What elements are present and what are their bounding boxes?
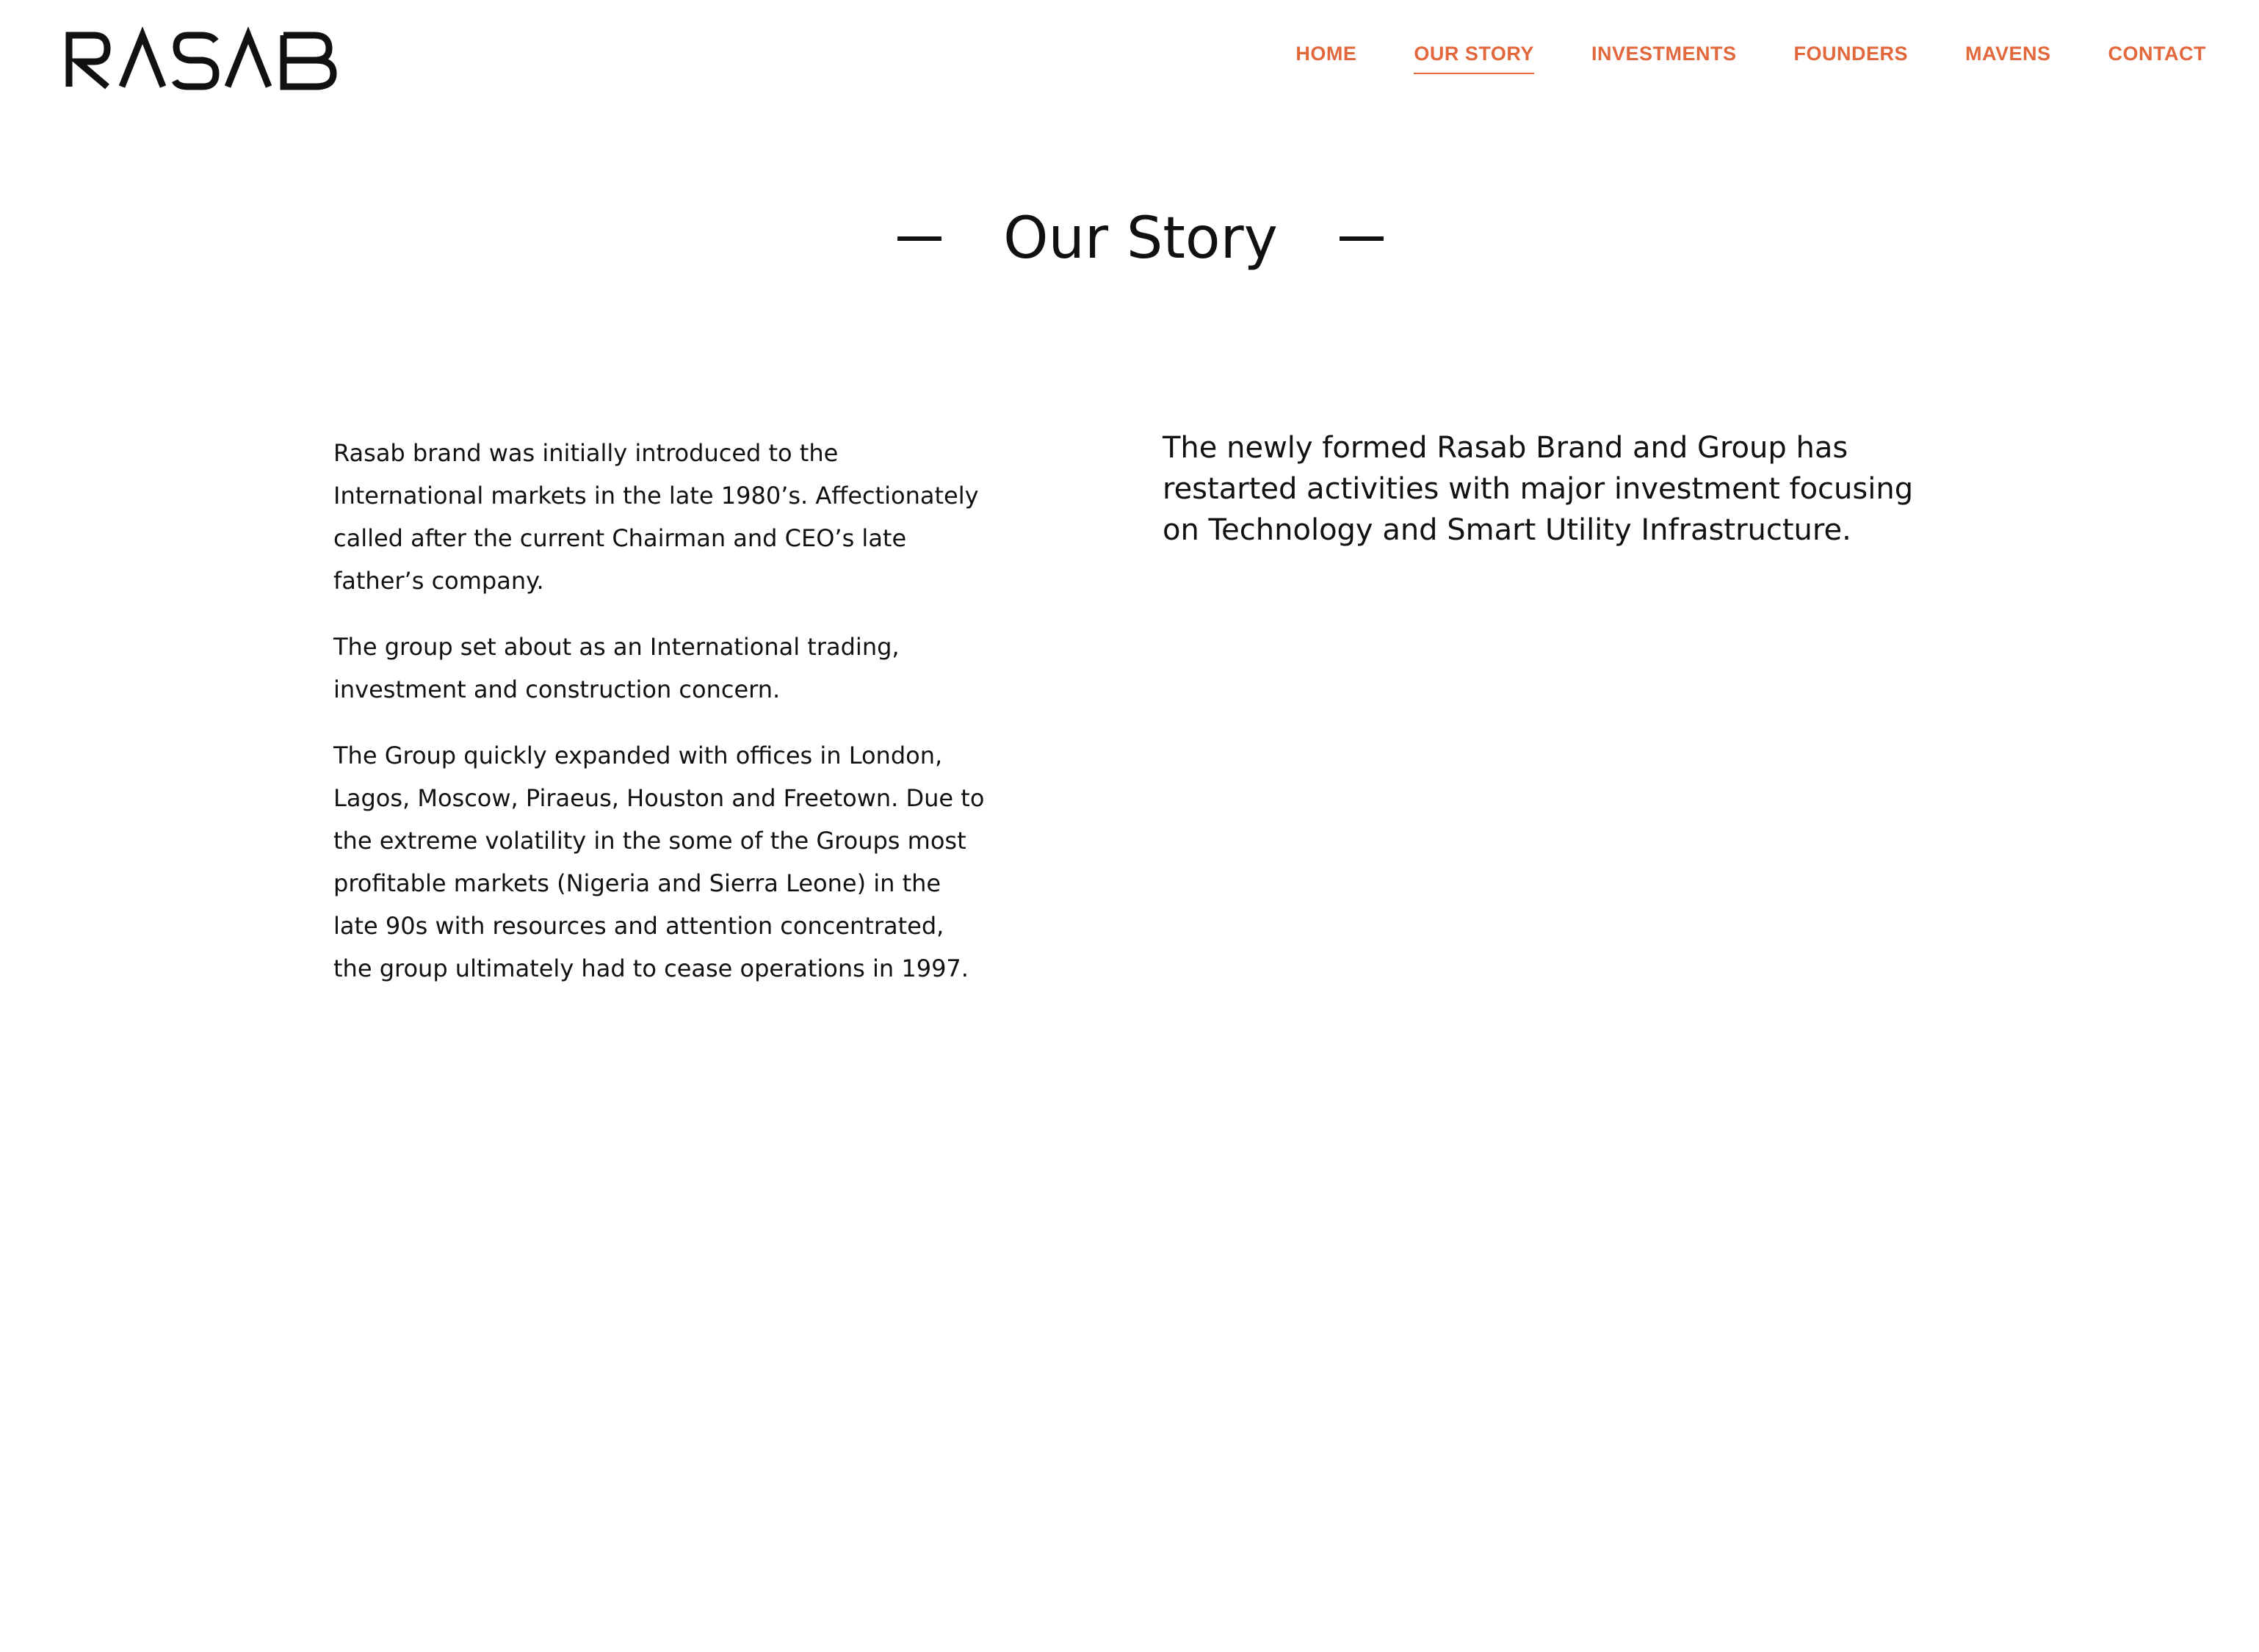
title-dash-right: [1340, 236, 1384, 241]
page-title-section: [0, 198, 2259, 279]
main-nav: [1295, 43, 2206, 74]
story-lead-text: The newly formed Rasab Brand and Group has restarted activities with major investment focusing on Technology and Smart Utility Infrastructure.: [1163, 431, 1914, 547]
rasab-logo[interactable]: [65, 26, 341, 93]
site-header: [0, 0, 2259, 125]
nav-investments[interactable]: INVESTMENTS: [1591, 43, 1737, 65]
story-paragraph: The group set about as an International trading, investment and construction concern.: [333, 633, 900, 703]
story-paragraph: Rasab brand was initially introduced to the International markets in the late 1980’s. Affectionately called after the current Chairman and CEO’s late father’s company.: [333, 439, 979, 595]
logo-wordmark: [65, 26, 341, 93]
story-left-column: [333, 432, 987, 1013]
nav-founders[interactable]: FOUNDERS: [1793, 43, 1908, 65]
story-paragraph: The Group quickly expanded with offices in London, Lagos, Moscow, Piraeus, Houston and Freetown. Due to the extreme volatility in the some of the Groups most profitable markets (Nigeria and Sierra Leone) in the late 90s with resources and attention concentrated, the group ultimately had to cease operations in 1997.: [333, 742, 985, 982]
story-right-column: [1163, 427, 1941, 551]
nav-contact[interactable]: CONTACT: [2108, 43, 2206, 65]
title-dash-left: [897, 236, 941, 241]
nav-our-story[interactable]: OUR STORY: [1414, 43, 1534, 74]
nav-mavens[interactable]: MAVENS: [1965, 43, 2051, 65]
nav-home[interactable]: HOME: [1295, 43, 1357, 65]
page-title: Our Story: [1003, 206, 1278, 272]
